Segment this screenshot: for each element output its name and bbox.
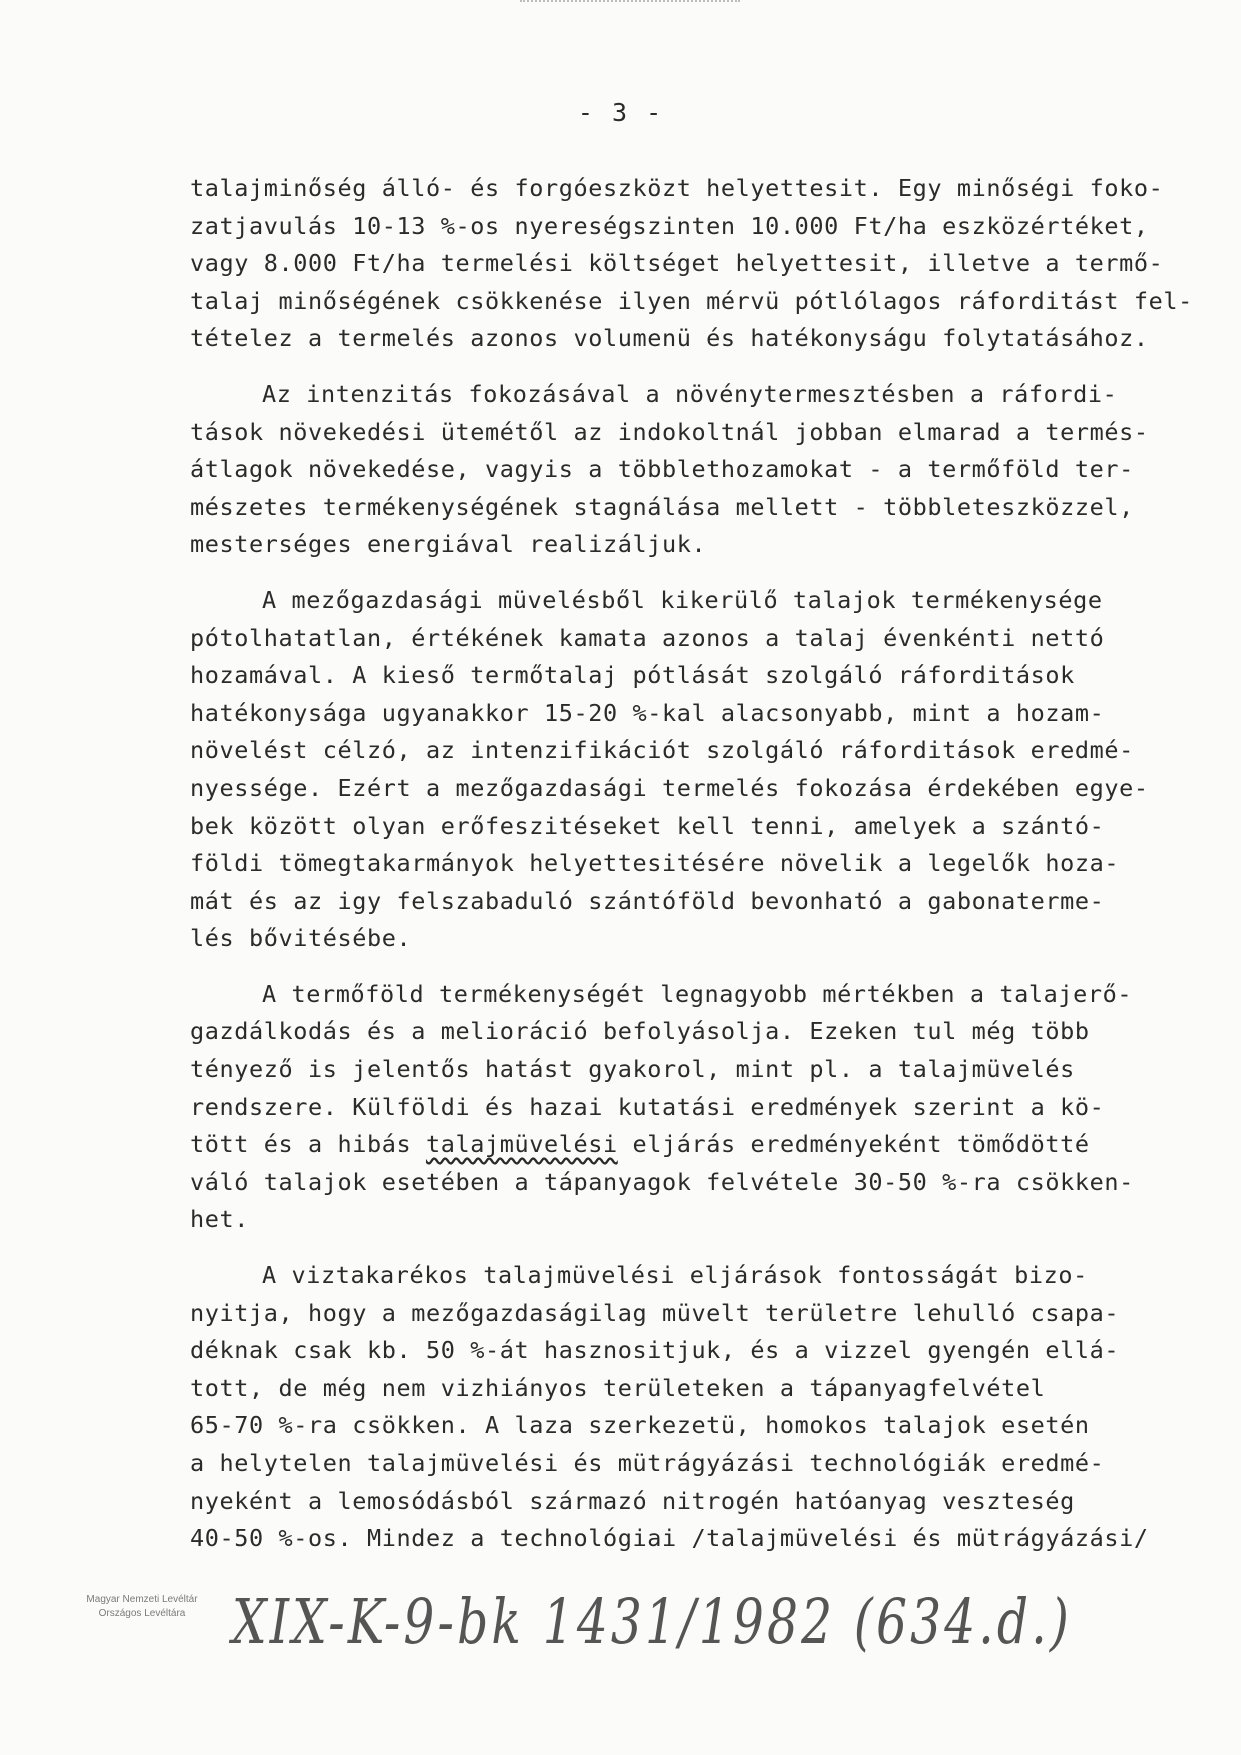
- text-line: tött és a hibás talajmüvelési eljárás eredményeként tömődötté: [190, 1130, 1090, 1159]
- text-line: földi tömegtakarmányok helyettesitésére növelik a legelők hoza-: [190, 849, 1120, 878]
- text-line: vagy 8.000 Ft/ha termelési költséget helyettesit, illetve a termő-: [190, 249, 1164, 278]
- text-line: gazdálkodás és a melioráció befolyásolja. Ezeken tul még több: [190, 1017, 1090, 1046]
- paragraph-4: [190, 976, 1200, 1239]
- text-line: tások növekedési ütemétől az indokoltnál jobban elmarad a termés-: [190, 417, 1149, 446]
- text-line: a helytelen talajmüvelési és mütrágyázási technológiák eredmé-: [190, 1449, 1105, 1477]
- text-line: mesterséges energiával realizáljuk.: [190, 530, 707, 559]
- text-line: het.: [190, 1205, 249, 1234]
- text-line: nyessége. Ezért a mezőgazdasági termelés fokozása érdekében egye-: [190, 773, 1149, 802]
- top-edge-marks: [520, 0, 740, 6]
- stamp-line-1: Magyar Nemzeti Levéltár: [86, 1594, 198, 1605]
- text-line: mát és az igy felszabaduló szántóföld bevonható a gabonaterme-: [190, 886, 1105, 915]
- stamp-line-2: Országos Levéltára: [98, 1608, 186, 1619]
- text-line: Az intenzitás fokozásával a növénytermesztésben a ráfordi-: [262, 379, 1118, 408]
- text-line: A termőföld termékenységét legnagyobb mértékben a talajerő-: [262, 979, 1133, 1008]
- text-line: talajminőség álló- és forgóeszközt helyettesit. Egy minőségi foko-: [190, 174, 1164, 202]
- text-line: átlagok növekedése, vagyis a többlethozamokat - a termőföld ter-: [190, 455, 1134, 484]
- text-line: A mezőgazdasági müvelésből kikerülő talajok termékenysége: [262, 585, 1103, 614]
- page-number: - 3 -: [577, 98, 664, 127]
- text-line: bek között olyan erőfeszitéseket kell tenni, amelyek a szántó-: [190, 811, 1105, 840]
- text-line: 40-50 %-os. Mindez a technológiai /talajmüvelési és mütrágyázási/: [190, 1524, 1149, 1553]
- text-line: pótolhatatlan, értékének kamata azonos a talaj évenkénti nettó: [190, 623, 1105, 652]
- handwritten-archive-reference: [228, 1568, 1092, 1678]
- text-line: 65-70 %-ra csökken. A laza szerkezetü, homokos talajok esetén: [190, 1411, 1090, 1440]
- text-line: nyitja, hogy a mezőgazdaságilag müvelt területre lehulló csapa-: [190, 1298, 1120, 1327]
- text-line: lés bővitésébe.: [190, 924, 412, 953]
- text-line: növelést célzó, az intenzifikációt szolgáló ráforditások eredmé-: [190, 736, 1134, 765]
- paragraph-5: [190, 1257, 1200, 1558]
- text-line: rendszere. Külföldi és hazai kutatási eredmények szerint a kö-: [190, 1092, 1105, 1121]
- text-line: hatékonysága ugyanakkor 15-20 %-kal alacsonyabb, mint a hozam-: [190, 698, 1105, 727]
- text-line: mészetes termékenységének stagnálása mellett - többleteszközzel,: [190, 492, 1134, 521]
- underlined-word: talajmüvelési: [425, 1130, 618, 1159]
- text-line: tott, de még nem vizhiányos területeken a tápanyagfelvétel: [190, 1373, 1046, 1402]
- archive-reference-text: XIX-K-9-bk 1431/1982 (634.d.): [228, 1585, 1073, 1658]
- document-body: [190, 170, 1200, 1576]
- text-line: tételez a termelés azonos volumenü és hatékonyságu folytatásához.: [190, 324, 1149, 353]
- text-line: tényező is jelentős hatást gyakorol, mint pl. a talajmüvelés: [190, 1055, 1075, 1084]
- paragraph-2: [190, 376, 1200, 564]
- text-line: A viztakarékos talajmüvelési eljárások fontosságát bizo-: [262, 1261, 1088, 1290]
- text-line: nyeként a lemosódásból származó nitrogén hatóanyag veszteség: [190, 1486, 1075, 1515]
- paragraph-1: [190, 170, 1200, 358]
- text-line: hozamával. A kieső termőtalaj pótlását szolgáló ráforditások: [190, 661, 1075, 690]
- paragraph-3: [190, 582, 1200, 958]
- text-line: váló talajok esetében a tápanyagok felvétele 30-50 %-ra csökken-: [190, 1167, 1134, 1196]
- archive-stamp: [62, 1593, 222, 1621]
- text-line: zatjavulás 10-13 %-os nyereségszinten 10.000 Ft/ha eszközértéket,: [190, 211, 1149, 240]
- text-line: talaj minőségének csökkenése ilyen mérvü pótlólagos ráforditást fel-: [190, 286, 1193, 315]
- text-line: déknak csak kb. 50 %-át hasznositjuk, és a vizzel gyengén ellá-: [190, 1336, 1120, 1365]
